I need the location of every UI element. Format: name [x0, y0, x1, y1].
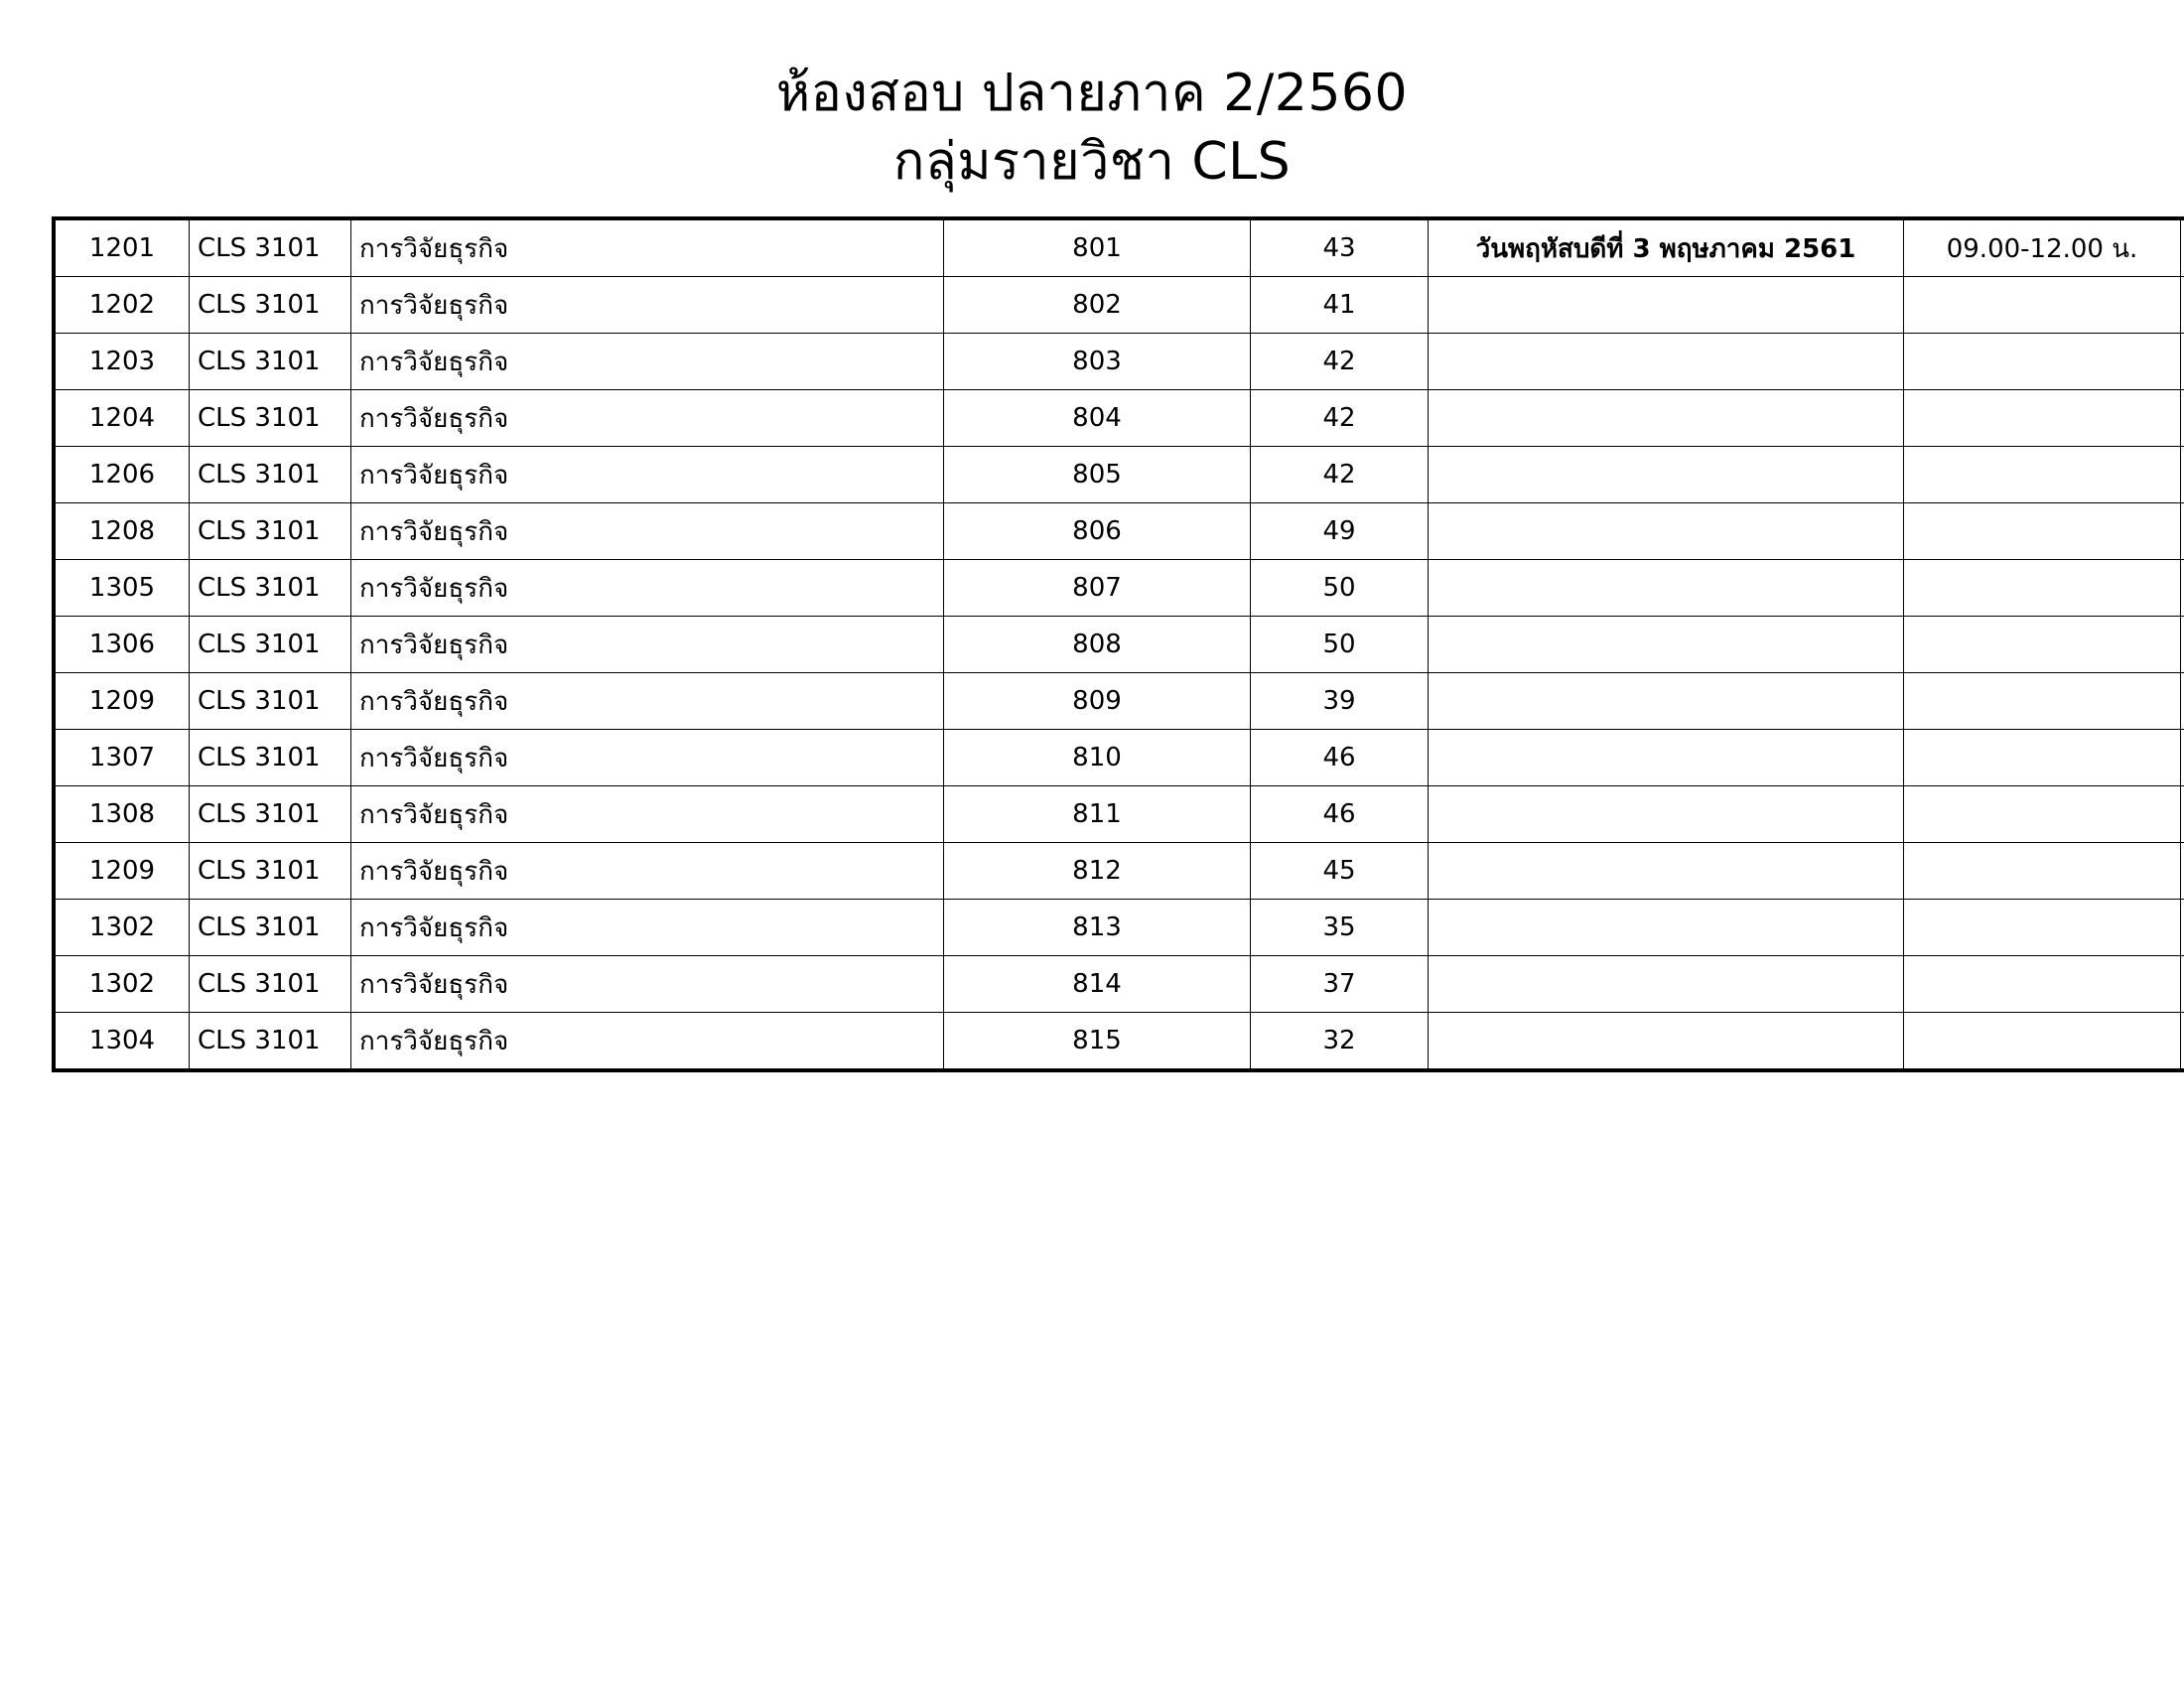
- cell-note: [2181, 218, 2184, 277]
- table-row: [54, 503, 2184, 560]
- cell-count: 46: [1251, 730, 1429, 786]
- cell-course-name: การวิจัยธุรกิจ: [351, 447, 944, 503]
- cell-note: [2181, 277, 2184, 334]
- cell-course-code: CLS 3101: [190, 673, 351, 730]
- cell-exam-time: [1904, 447, 2181, 503]
- cell-exam-date: [1429, 730, 1904, 786]
- cell-exam-date: [1429, 447, 1904, 503]
- cell-course-name: การวิจัยธุรกิจ: [351, 900, 944, 956]
- table-row: [54, 560, 2184, 617]
- cell-section: 804: [944, 390, 1251, 447]
- cell-course-code: CLS 3101: [190, 786, 351, 843]
- cell-exam-time: [1904, 277, 2181, 334]
- cell-note: [2181, 1013, 2184, 1071]
- cell-course-code: CLS 3101: [190, 730, 351, 786]
- cell-exam-date: [1429, 956, 1904, 1013]
- cell-course-name: การวิจัยธุรกิจ: [351, 334, 944, 390]
- page-subtitle: กลุ่มรายวิชา CLS: [892, 132, 1292, 192]
- cell-exam-time: [1904, 334, 2181, 390]
- cell-note: [2181, 730, 2184, 786]
- cell-exam-date: [1429, 560, 1904, 617]
- table-row: [54, 730, 2184, 786]
- table-row: [54, 673, 2184, 730]
- cell-exam-time: [1904, 617, 2181, 673]
- cell-course-name: การวิจัยธุรกิจ: [351, 843, 944, 900]
- cell-note: [2181, 560, 2184, 617]
- exam-schedule-table: [52, 216, 2184, 1072]
- cell-room: 1203: [54, 334, 190, 390]
- cell-count: 50: [1251, 560, 1429, 617]
- cell-section: 806: [944, 503, 1251, 560]
- cell-room: 1209: [54, 843, 190, 900]
- cell-note: [2181, 786, 2184, 843]
- cell-course-code: CLS 3101: [190, 900, 351, 956]
- cell-course-name: การวิจัยธุรกิจ: [351, 730, 944, 786]
- table-row: [54, 843, 2184, 900]
- cell-exam-time: [1904, 503, 2181, 560]
- cell-section: 815: [944, 1013, 1251, 1071]
- cell-room: 1204: [54, 390, 190, 447]
- cell-note: [2181, 956, 2184, 1013]
- cell-exam-time: [1904, 730, 2181, 786]
- cell-course-code: CLS 3101: [190, 503, 351, 560]
- cell-course-code: CLS 3101: [190, 617, 351, 673]
- table-row: [54, 617, 2184, 673]
- cell-course-name: การวิจัยธุรกิจ: [351, 218, 944, 277]
- table-row: [54, 218, 2184, 277]
- cell-room: 1304: [54, 1013, 190, 1071]
- cell-course-name: การวิจัยธุรกิจ: [351, 503, 944, 560]
- cell-exam-date: [1429, 900, 1904, 956]
- cell-exam-date: [1429, 1013, 1904, 1071]
- cell-room: 1306: [54, 617, 190, 673]
- cell-course-name: การวิจัยธุรกิจ: [351, 617, 944, 673]
- exam-schedule-table-wrapper: [52, 216, 2138, 1072]
- table-row: [54, 277, 2184, 334]
- cell-room: 1209: [54, 673, 190, 730]
- cell-count: 50: [1251, 617, 1429, 673]
- cell-count: 45: [1251, 843, 1429, 900]
- table-row: [54, 900, 2184, 956]
- cell-note: [2181, 334, 2184, 390]
- cell-section: 802: [944, 277, 1251, 334]
- cell-room: 1202: [54, 277, 190, 334]
- cell-section: 809: [944, 673, 1251, 730]
- cell-exam-time: [1904, 843, 2181, 900]
- cell-course-name: การวิจัยธุรกิจ: [351, 390, 944, 447]
- cell-course-name: การวิจัยธุรกิจ: [351, 786, 944, 843]
- cell-exam-time: 09.00-12.00 น.: [1904, 218, 2181, 277]
- cell-section: 810: [944, 730, 1251, 786]
- cell-room: 1307: [54, 730, 190, 786]
- cell-room: 1208: [54, 503, 190, 560]
- cell-section: 807: [944, 560, 1251, 617]
- cell-note: [2181, 390, 2184, 447]
- cell-course-code: CLS 3101: [190, 447, 351, 503]
- cell-count: 42: [1251, 334, 1429, 390]
- cell-course-code: CLS 3101: [190, 277, 351, 334]
- cell-note: [2181, 447, 2184, 503]
- cell-exam-time: [1904, 900, 2181, 956]
- cell-course-code: CLS 3101: [190, 334, 351, 390]
- cell-count: 49: [1251, 503, 1429, 560]
- cell-exam-date: [1429, 843, 1904, 900]
- table-row: [54, 447, 2184, 503]
- cell-course-name: การวิจัยธุรกิจ: [351, 277, 944, 334]
- cell-section: 811: [944, 786, 1251, 843]
- cell-section: 805: [944, 447, 1251, 503]
- cell-count: 43: [1251, 218, 1429, 277]
- cell-exam-time: [1904, 560, 2181, 617]
- cell-exam-date: [1429, 786, 1904, 843]
- cell-exam-time: [1904, 1013, 2181, 1071]
- cell-section: 803: [944, 334, 1251, 390]
- table-row: [54, 334, 2184, 390]
- table-row: [54, 1013, 2184, 1071]
- cell-section: 813: [944, 900, 1251, 956]
- cell-course-code: CLS 3101: [190, 1013, 351, 1071]
- exam-schedule-table-body: [54, 218, 2184, 1070]
- cell-count: 42: [1251, 390, 1429, 447]
- cell-note: [2181, 843, 2184, 900]
- cell-course-name: การวิจัยธุรกิจ: [351, 956, 944, 1013]
- table-row: [54, 956, 2184, 1013]
- cell-count: 46: [1251, 786, 1429, 843]
- cell-note: [2181, 617, 2184, 673]
- cell-note: [2181, 900, 2184, 956]
- cell-note: [2181, 673, 2184, 730]
- cell-exam-time: [1904, 786, 2181, 843]
- cell-course-code: CLS 3101: [190, 390, 351, 447]
- cell-exam-date: [1429, 334, 1904, 390]
- cell-course-code: CLS 3101: [190, 218, 351, 277]
- cell-exam-date: วันพฤหัสบดีที่ 3 พฤษภาคม 2561: [1429, 218, 1904, 277]
- cell-course-name: การวิจัยธุรกิจ: [351, 560, 944, 617]
- cell-exam-date: [1429, 617, 1904, 673]
- cell-count: 32: [1251, 1013, 1429, 1071]
- cell-room: 1206: [54, 447, 190, 503]
- cell-section: 814: [944, 956, 1251, 1013]
- cell-count: 41: [1251, 277, 1429, 334]
- cell-section: 808: [944, 617, 1251, 673]
- cell-exam-time: [1904, 390, 2181, 447]
- cell-room: 1308: [54, 786, 190, 843]
- cell-note: [2181, 503, 2184, 560]
- cell-course-name: การวิจัยธุรกิจ: [351, 1013, 944, 1071]
- cell-exam-date: [1429, 277, 1904, 334]
- cell-count: 37: [1251, 956, 1429, 1013]
- cell-exam-date: [1429, 390, 1904, 447]
- cell-course-name: การวิจัยธุรกิจ: [351, 673, 944, 730]
- cell-section: 812: [944, 843, 1251, 900]
- cell-count: 42: [1251, 447, 1429, 503]
- cell-count: 39: [1251, 673, 1429, 730]
- table-row: [54, 390, 2184, 447]
- cell-exam-date: [1429, 673, 1904, 730]
- cell-room: 1302: [54, 956, 190, 1013]
- cell-room: 1305: [54, 560, 190, 617]
- cell-room: 1302: [54, 900, 190, 956]
- cell-section: 801: [944, 218, 1251, 277]
- cell-exam-time: [1904, 673, 2181, 730]
- cell-course-code: CLS 3101: [190, 956, 351, 1013]
- cell-exam-date: [1429, 503, 1904, 560]
- cell-count: 35: [1251, 900, 1429, 956]
- page-title: ห้องสอบ ปลายภาค 2/2560: [775, 64, 1409, 123]
- table-row: [54, 786, 2184, 843]
- cell-course-code: CLS 3101: [190, 843, 351, 900]
- cell-exam-time: [1904, 956, 2181, 1013]
- cell-room: 1201: [54, 218, 190, 277]
- document-title-block: [0, 0, 2184, 195]
- cell-course-code: CLS 3101: [190, 560, 351, 617]
